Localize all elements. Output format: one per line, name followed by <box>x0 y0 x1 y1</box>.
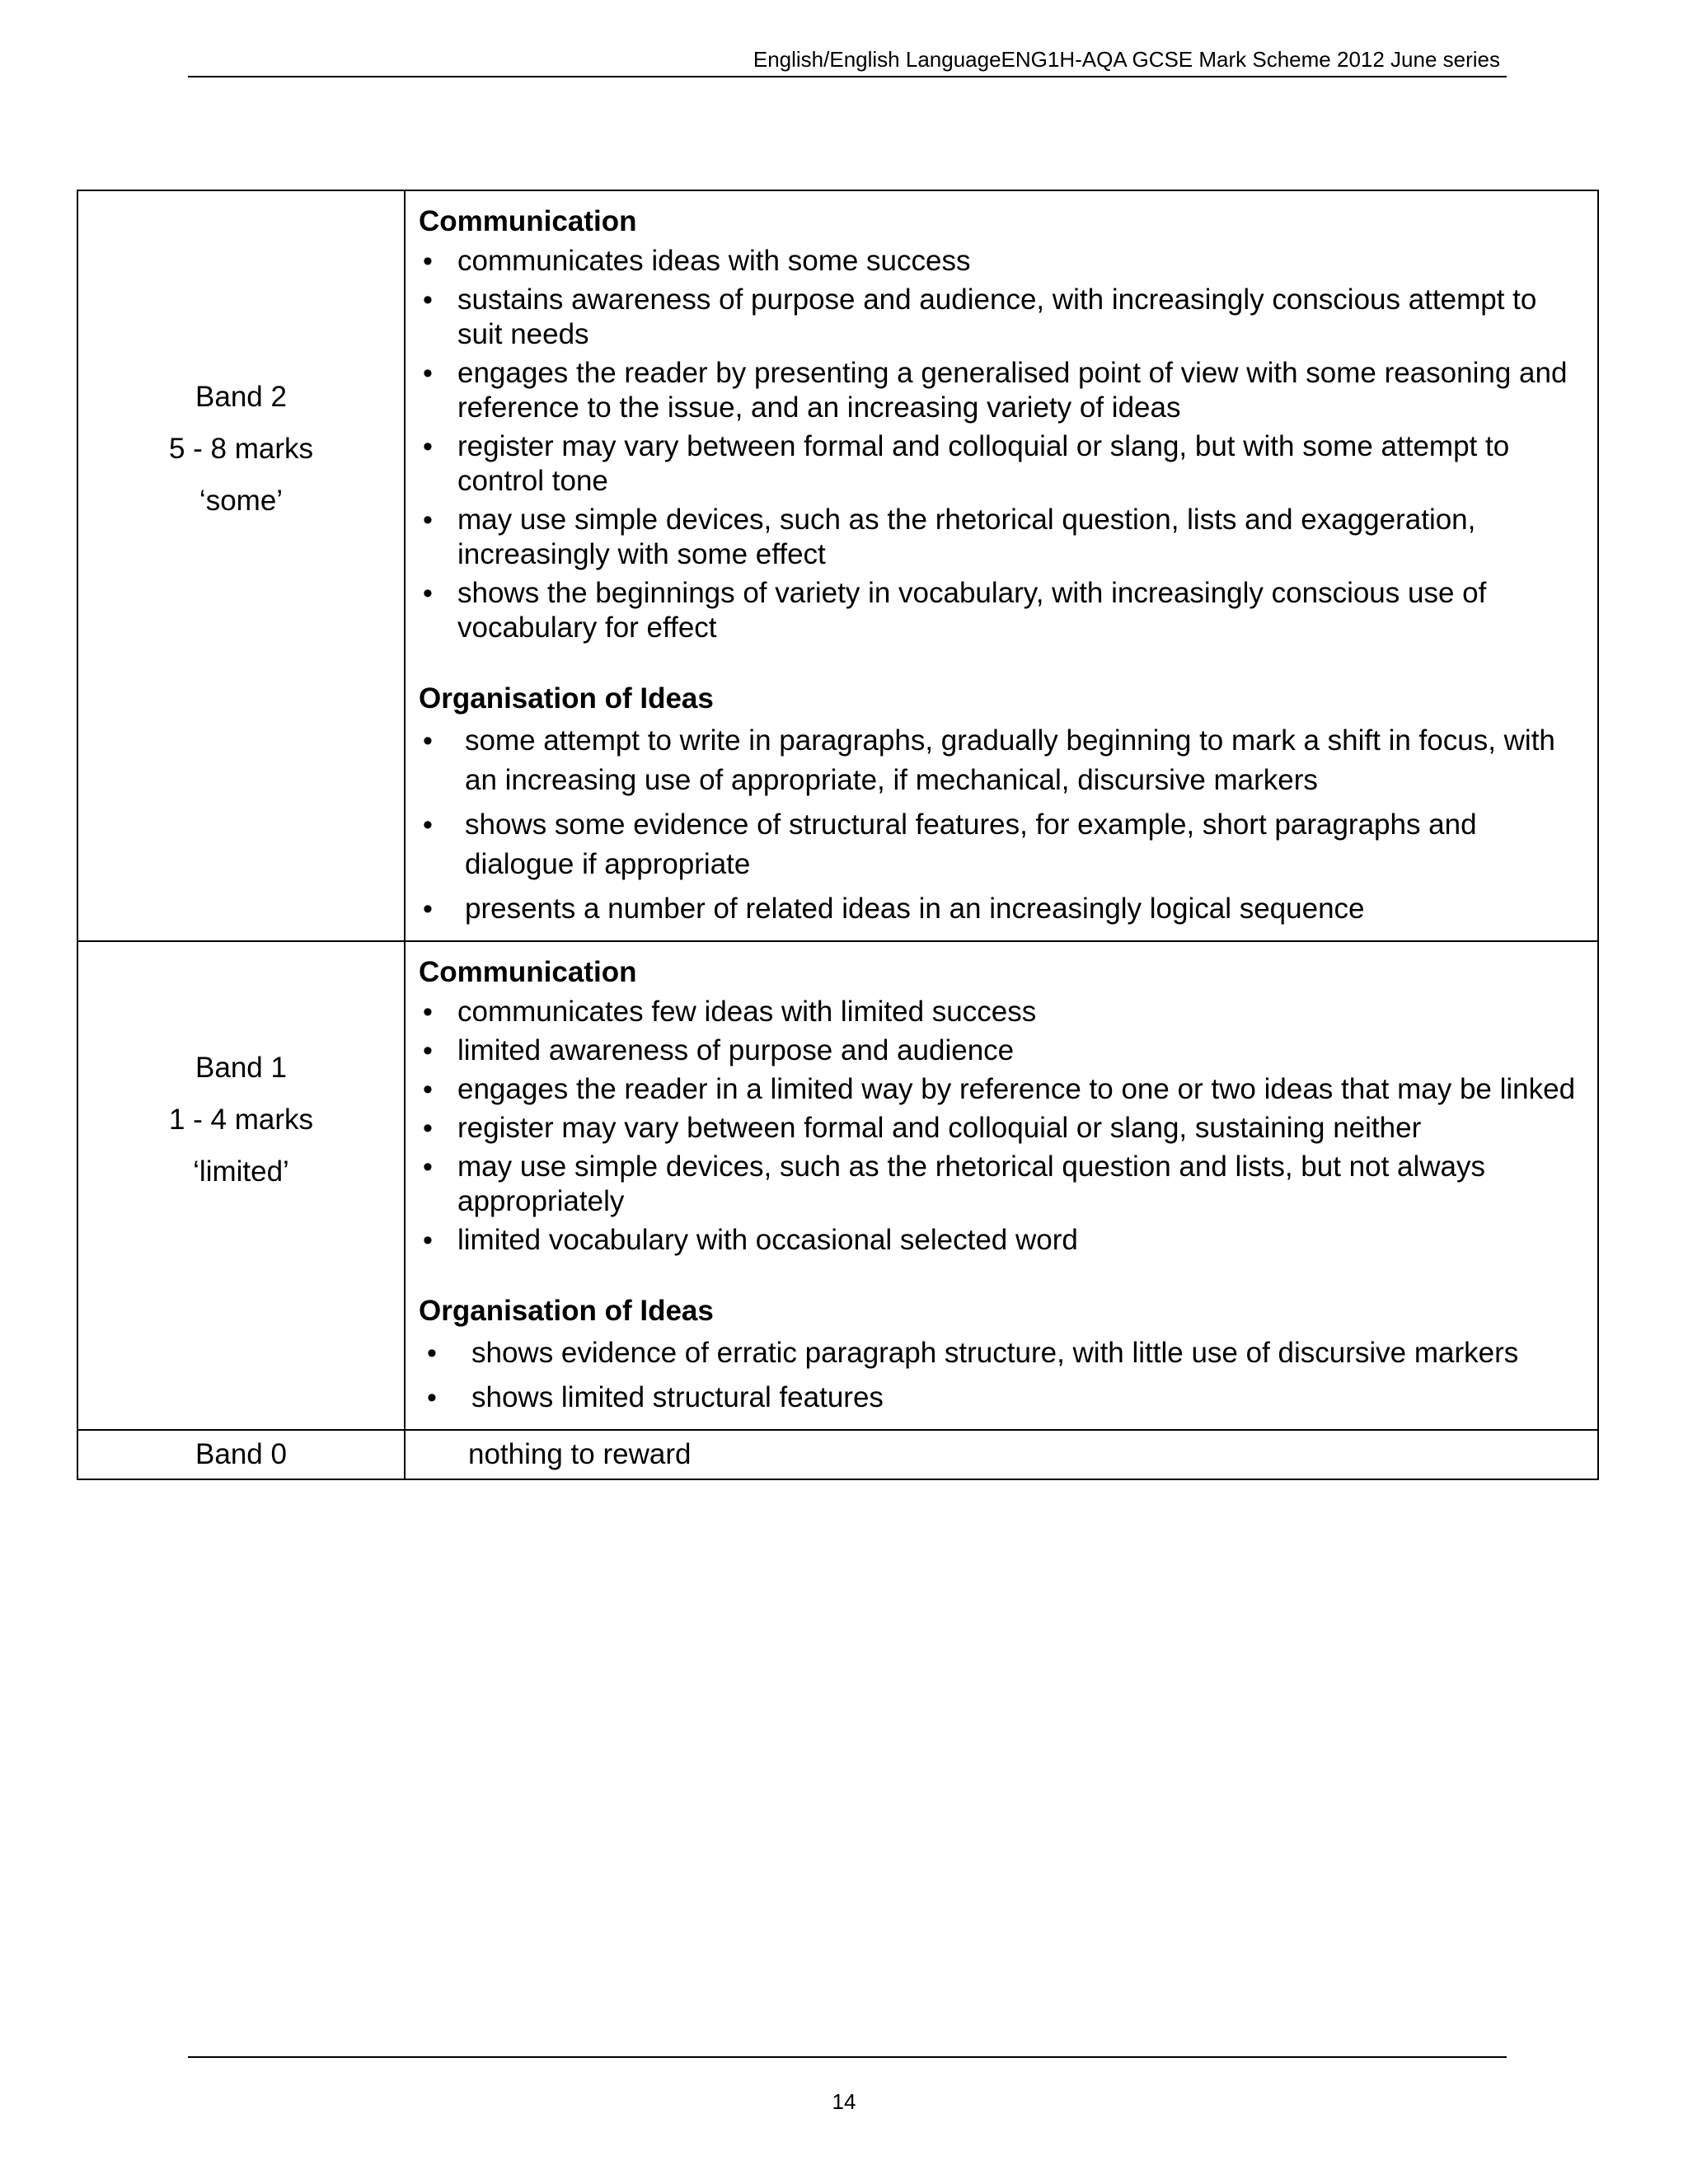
band-descriptor: ‘limited’ <box>193 1155 289 1188</box>
band-2-label-cell <box>77 190 405 941</box>
band-2-row <box>77 190 1598 941</box>
footer-rule <box>188 2056 1507 2058</box>
page-number: 14 <box>832 2089 856 2114</box>
list-item: • communicates ideas with some success <box>419 244 1581 279</box>
band-1-row <box>77 941 1598 1430</box>
organisation-heading: Organisation of Ideas <box>419 682 714 715</box>
band-marks: 1 - 4 marks <box>168 1104 314 1136</box>
list-item: • shows evidence of erratic paragraph structure, with little use of discursive markers <box>419 1333 1581 1373</box>
band-descriptor: ‘some’ <box>199 485 284 517</box>
list-item: • engages the reader by presenting a generalised point of view with some reasoning and reference to the issue, and an increasing variety of ideas <box>419 356 1581 425</box>
mark-scheme-table <box>77 190 1599 1480</box>
organisation-heading: Organisation of Ideas <box>419 1295 714 1327</box>
communication-list <box>419 995 1581 1258</box>
list-item: • sustains awareness of purpose and audience, with increasingly conscious attempt to suit needs <box>419 283 1581 352</box>
band-1-description-cell <box>405 941 1598 1430</box>
list-item: • limited vocabulary with occasional selected word <box>419 1223 1581 1258</box>
list-item: • communicates few ideas with limited success <box>419 995 1581 1029</box>
communication-heading: Communication <box>419 956 637 988</box>
list-item: • limited awareness of purpose and audience <box>419 1033 1581 1068</box>
band-name: Band 2 <box>195 381 287 413</box>
list-item: • engages the reader in a limited way by reference to one or two ideas that may be linked <box>419 1072 1581 1107</box>
list-item: • presents a number of related ideas in an increasingly logical sequence <box>419 889 1581 929</box>
communication-heading: Communication <box>419 205 637 237</box>
page-header <box>188 41 1507 77</box>
band-0-description-cell <box>405 1430 1598 1479</box>
organisation-list <box>419 1333 1581 1418</box>
band-name: Band 0 <box>195 1438 287 1470</box>
list-item: • shows some evidence of structural features, for example, short paragraphs and dialogue if appropriate <box>419 805 1581 884</box>
list-item: • some attempt to write in paragraphs, gradually beginning to mark a shift in focus, with an increasing use of appropriate, if mechanical, discursive markers <box>419 721 1581 800</box>
band-0-text: nothing to reward <box>468 1438 692 1470</box>
band-name: Band 1 <box>195 1052 287 1084</box>
band-1-label-cell <box>77 941 405 1430</box>
list-item: • may use simple devices, such as the rhetorical question and lists, but not always appropriately <box>419 1150 1581 1219</box>
list-item: • register may vary between formal and colloquial or slang, sustaining neither <box>419 1111 1581 1146</box>
list-item: • shows the beginnings of variety in vocabulary, with increasingly conscious use of vocabulary for effect <box>419 576 1581 645</box>
organisation-list <box>419 721 1581 929</box>
band-0-row <box>77 1430 1598 1479</box>
band-2-description-cell <box>405 190 1598 941</box>
communication-list <box>419 244 1581 645</box>
running-title: English/English LanguageENG1H-AQA GCSE Mark Scheme 2012 June series <box>753 47 1500 72</box>
list-item: • may use simple devices, such as the rhetorical question, lists and exaggeration, increasingly with some effect <box>419 503 1581 572</box>
list-item: • shows limited structural features <box>419 1378 1581 1418</box>
band-0-label-cell <box>77 1430 405 1479</box>
list-item: • register may vary between formal and colloquial or slang, but with some attempt to control tone <box>419 429 1581 499</box>
band-marks: 5 - 8 marks <box>168 433 314 465</box>
